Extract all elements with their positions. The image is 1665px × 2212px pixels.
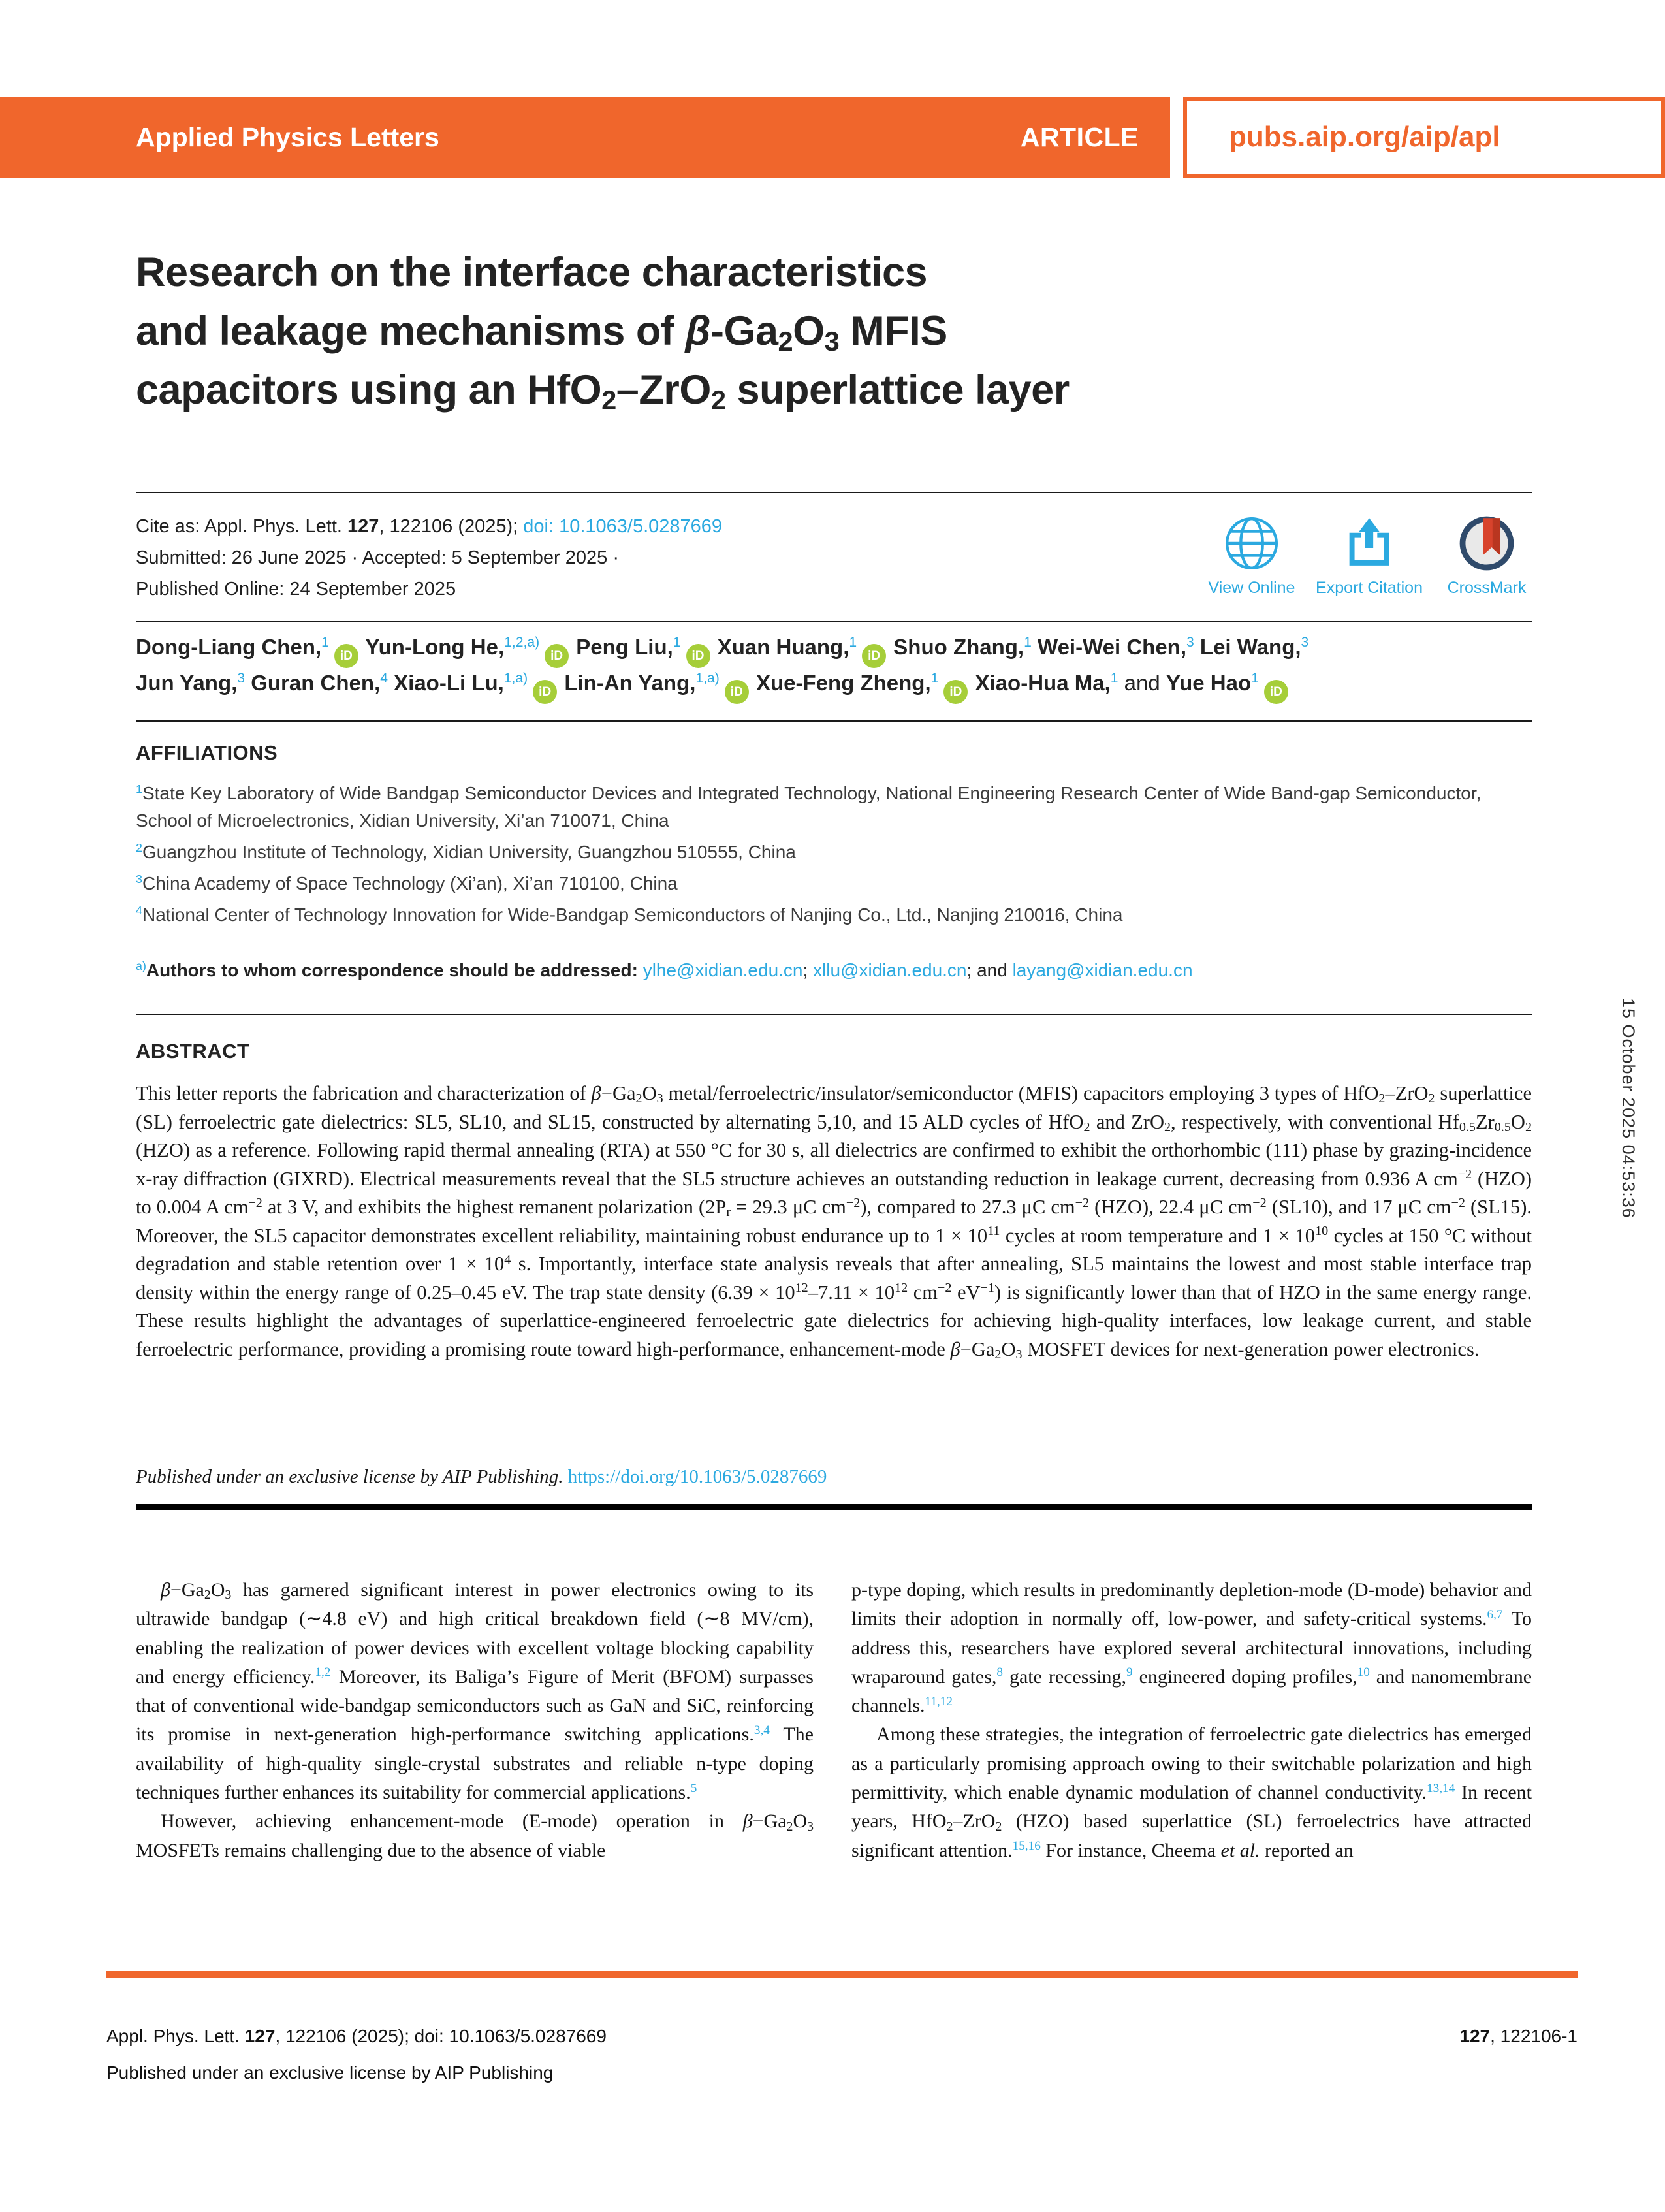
text-segment: Peng Liu, [570,635,673,659]
paragraph: However, achieving enhancement-mode (E-mode) operation in β−Ga2O3 MOSFETs remains challenging due to the absence of viable [136,1810,814,1861]
footer-license: Published under an exclusive license by AIP Publishing [106,2062,554,2083]
inline-link[interactable]: https://doi.org/10.1063/5.0287669 [567,1466,827,1487]
reference-superscript[interactable]: 4 [136,904,142,918]
text-segment: β [950,1338,960,1360]
reference-superscript[interactable]: 1 [673,635,681,650]
license-line [136,1466,827,1488]
reference-superscript[interactable]: 1,a) [695,671,720,686]
reference-superscript[interactable]: 1 [1251,671,1259,686]
header-bar [0,97,1170,178]
text-segment: β [742,1810,753,1833]
title-line: Research on the interface characteristics [136,249,928,295]
orcid-icon: iD [334,644,358,668]
download-timestamp: 15 October 2025 04:53:36 [1619,998,1638,1219]
text-segment: 10 [1315,1224,1329,1239]
title-line: and leakage mechanisms of β-Ga2O3 MFIS [136,308,947,357]
reference-superscript[interactable]: 3 [1301,635,1309,650]
text-segment: −1 [980,1281,994,1296]
divider [136,720,1532,722]
text-segment: 2 [994,1347,1002,1362]
orcid-icon: iD [862,644,886,668]
text-segment: 3 [1015,1347,1023,1362]
reference-superscript[interactable]: 1,2,a) [504,635,540,650]
text-segment: 2 [710,385,726,416]
text-segment: Guran Chen, [245,671,381,695]
text-segment: 2 [1164,1119,1171,1134]
site-link-box [1183,97,1665,178]
reference-superscript[interactable]: 3,4 [753,1723,770,1737]
text-segment: 127 [244,2026,276,2046]
text-segment: r [726,1205,731,1220]
orcid-icon: iD [533,680,557,704]
text-segment: 0.5 [1494,1119,1511,1134]
text-segment: Lin-An Yang, [558,671,696,695]
reference-superscript[interactable]: 11,12 [925,1694,953,1708]
text-segment: Lei Wang, [1194,635,1301,659]
text-segment: Authors to whom correspondence should be addressed: [146,960,643,980]
text-segment: 2 [204,1588,211,1603]
cite-as-line: Cite as: Appl. Phys. Lett. 127, 122106 (2025); doi: 10.1063/5.0287669 [136,516,723,537]
inline-link[interactable]: xllu@xidian.edu.cn [813,960,967,980]
title-line: capacitors using an HfO2–ZrO2 superlattice layer [136,367,1070,416]
text-segment: −2 [248,1195,262,1210]
text-segment: 2 [635,1091,642,1106]
text-segment: Xue-Feng Zheng, [750,671,931,695]
reference-superscript[interactable]: 10 [1357,1665,1370,1680]
text-segment: Wei-Wei Chen, [1031,635,1186,659]
submitted-line: Submitted: 26 June 2025 · Accepted: 5 September 2025 · [136,547,619,568]
affiliation-item: $^1$State Key Laboratory of Wide Bandgap Semiconductor Devices and Integrated Technology, National Engineering Research Center of Wide Band-gap Semiconductor, School of Microelectronics, Xidian University, Xi’an 710071, China [136,782,1482,831]
text-segment: 4 [504,1252,511,1267]
text-segment: 2 [601,385,616,416]
text-segment: −2 [1451,1195,1465,1210]
reference-superscript[interactable]: 9 [1126,1665,1133,1680]
reference-superscript[interactable]: 3 [136,873,142,886]
view-online-label[interactable]: View Online [1208,579,1295,597]
author-list [136,632,1546,704]
inline-link[interactable]: layang@xidian.edu.cn [1012,960,1193,980]
text-segment: Jun Yang, [136,671,238,695]
orcid-icon: iD [545,644,569,668]
abstract-text: This letter reports the fabrication and characterization of β−Ga2O3 metal/ferroelectric/insulator/semiconductor (MFIS) capacitors employing 3 types of HfO2–ZrO2 superlattice (SL) ferroelectric gate dielectrics: SL5, SL10, and SL15, constructed by alternating 5,10, and 15 ALD cycles of HfO2 and ZrO2, respectively, with conventional Hf0.5Zr0.5O2 (HZO) as a reference. Following rapid thermal annealing (RTA) at 550 °C for 30 s, all dielectrics are confirmed to exhibit the orthorhombic (111) phase by grazing-incidence x-ray diffraction (GIXRD). Electrical measurements reveal that the SL5 structure achieves an outstanding reduction in leakage current, decreasing from 0.936 A $cm^{-2}$ (HZO) to 0.004 A $cm^{-2}$ at 3 V, and exhibits the highest remanent polarization (2Pr = 29.3 μC $cm^{-2}$), compared to 27.3 μC $cm^{-2}$ (HZO), 22.4 μC $cm^{-2}$ (SL10), and 17 μC $cm^{-2}$ (SL15). Moreover, the SL5 capacitor demonstrates excellent reliability, maintaining robust endurance up to $1 \times 10^{11}$ cycles at room temperature and $1 \times 10^{10}$ cycles at 150 °C without degradation and stable retention over $1 \times 10^4$ s. Importantly, interface state analysis reveals that after annealing, SL5 maintains the lowest and most stable interface trap density within the energy range of 0.25–0.45 eV. The trap state density ($6.39 \times 10^{12}-7.11 \times 10^{12}$ $cm^{-2}$ $eV^{-1}$) is significantly lower than that of HZO in the same energy range. These results highlight the advantages of superlattice-engineered ferroelectric gate dielectrics for achieving high-quality interfaces, low leakage current, and stable ferroelectric performance, providing a promising route toward high-performance, enhancement-mode β−Ga2O3 MOSFET devices for next-generation power electronics. [136,1082,1532,1362]
text-segment: −2 [938,1281,952,1296]
text-segment: 2 [786,1819,793,1834]
reference-superscript[interactable]: 1,a) [503,671,528,686]
journal-title: Applied Physics Letters [136,121,439,152]
author-line [136,632,1546,668]
reference-superscript[interactable]: 3 [1186,635,1194,650]
affiliation-item: $^3$China Academy of Space Technology (Xi’an), Xi’an 710100, China [136,873,678,893]
reference-superscript[interactable]: 13,14 [1427,1781,1455,1795]
section-divider-thick [136,1504,1532,1510]
reference-superscript[interactable]: 15,16 [1012,1839,1041,1853]
inline-link[interactable]: ylhe@xidian.edu.cn [642,960,803,980]
text-segment: 2 [946,1819,953,1834]
reference-superscript[interactable]: 1,2 [315,1665,331,1680]
text-segment: Dong-Liang Chen, [136,635,322,659]
divider [136,1014,1532,1015]
text-segment: −2 [1252,1195,1267,1210]
text-segment: 2 [1378,1091,1386,1106]
text-segment: 11 [987,1224,1000,1239]
reference-superscript[interactable]: 8 [996,1665,1003,1680]
text-segment: et al. [1220,1839,1260,1861]
text-segment: 2 [1083,1119,1090,1134]
affiliation-item: $^2$Guangzhou Institute of Technology, Xidian University, Guangzhou 510555, China [136,841,796,862]
text-segment: Shuo Zhang, [887,635,1024,659]
action-buttons [1196,515,1542,598]
text-segment: Xiao-Li Lu, [387,671,504,695]
text-segment: 3 [824,326,840,357]
text-segment: Published under an exclusive license by AIP Publishing. [136,1466,563,1487]
text-segment: 127 [1459,2026,1491,2046]
text-segment: 0.5 [1459,1119,1476,1134]
body-column-left [136,1576,814,1865]
text-segment: 2 [778,326,793,357]
cite-info [136,511,722,605]
reference-superscript[interactable]: 3 [237,671,246,686]
orcid-icon: iD [944,680,968,704]
body-column-right [851,1576,1532,1865]
text-segment: 2 [1525,1119,1532,1134]
published-online-line: Published Online: 24 September 2025 [136,579,456,600]
reference-superscript[interactable]: 1 [321,635,329,650]
orcid-icon: iD [686,644,710,668]
globe-icon [1223,515,1280,572]
paragraph: β−Ga2O3 has garnered significant interest in power electronics owing to its ultrawide bandgap (∼4.8 eV) and high critical breakdown field (∼8 MV/cm), enabling the realization of power devices with excellent voltage blocking capability and energy efficiency.$^{1,2}$ Moreover, its Baliga’s Figure of Merit (BFOM) surpasses that of conventional wide-bandgap semiconductors such as GaN and SiC, reinforcing its promise in next-generation high-performance switching applications.$^{3,4}$ The availability of high-quality single-crystal substrates and reliable n-type doping techniques further enhances its suitability for commercial applications.$^5$ [136,1579,814,1804]
text-segment: Xiao-Hua Ma, [969,671,1111,695]
reference-superscript[interactable]: 1 [849,635,857,650]
crossmark-icon [1458,515,1515,572]
divider [136,621,1532,622]
export-icon [1340,515,1398,572]
article-title [136,243,1546,419]
footer-citation: Appl. Phys. Lett. 127, 122106 (2025); doi: 10.1063/5.0287669 [106,2026,607,2046]
orcid-icon: iD [725,680,749,704]
footer-page-number: 127, 122106-1 [1459,2026,1578,2046]
footer-rule [106,1971,1578,1978]
reference-superscript[interactable]: 1 [136,782,142,796]
text-segment: 12 [895,1281,908,1296]
divider [136,492,1532,493]
reference-superscript[interactable]: 1 [1024,635,1032,650]
view-online-button[interactable] [1196,515,1307,598]
paragraph: Among these strategies, the integration of ferroelectric gate dielectrics has emerged as a particularly promising approach owing to their switchable polarization and high permittivity, which enable dynamic modulation of channel conductivity.$^{13,14}$ In recent years, HfO2–ZrO2 (HZO) based superlattice (SL) ferroelectrics have attracted significant attention.$^{15,16}$ For instance, Cheema et al. reported an [851,1723,1532,1861]
text-segment: 2 [995,1819,1002,1834]
site-link[interactable]: pubs.aip.org/aip/apl [1229,121,1500,153]
inline-link[interactable]: doi: 10.1063/5.0287669 [523,516,723,537]
export-citation-button[interactable] [1314,515,1425,598]
affiliation-item: $^4$National Center of Technology Innovation for Wide-Bandgap Semiconductors of Nanjing Co., Ltd., Nanjing 210016, China [136,904,1123,925]
export-citation-label[interactable]: Export Citation [1316,579,1423,597]
reference-superscript[interactable]: a) [136,959,146,973]
text-segment: Xuan Huang, [711,635,849,659]
orcid-icon: iD [1264,680,1288,704]
article-label: ARTICLE [1020,121,1139,152]
text-segment: 3 [807,1819,814,1834]
text-segment: β [685,308,710,354]
text-segment: 127 [347,516,379,537]
text-segment: −2 [846,1195,861,1210]
reference-superscript[interactable]: 1 [1110,671,1118,686]
text-segment: 3 [656,1091,663,1106]
abstract-heading: ABSTRACT [136,1040,250,1063]
text-segment: Yun-Long He, [359,635,505,659]
correspondence-note: $^{a)}$Authors to whom correspondence should be addressed: ylhe@xidian.edu.cn; xllu@xidian.edu.cn; and layang@xidian.edu.cn [136,959,1193,980]
author-line: Jun Yang,$^3$ Guran Chen,$^4$ Xiao-Li Lu,$^{1,a)}$iD Lin-An Yang,$^{1,a)}$iD Xue-Feng Zheng,$^1$iD Xiao-Hua Ma,$^1$ and Yue Hao$^1$iD [136,668,1546,704]
text-segment: −2 [1457,1167,1472,1182]
reference-superscript[interactable]: 6,7 [1487,1607,1503,1622]
affiliations-heading: AFFILIATIONS [136,741,278,764]
text-segment: −2 [1075,1195,1090,1210]
reference-superscript[interactable]: 1 [930,671,939,686]
text-segment: β [591,1082,601,1104]
crossmark-button[interactable] [1431,515,1542,598]
text-segment: 2 [1428,1091,1435,1106]
text-segment: Yue Hao [1166,671,1252,695]
text-segment: 12 [795,1281,808,1296]
text-segment: 3 [225,1588,232,1603]
crossmark-label[interactable]: CrossMark [1447,579,1527,597]
paragraph: p-type doping, which results in predominantly depletion-mode (D-mode) behavior and limits their adoption in normally off, low-power, and safety-critical systems.$^{6,7}$ To address this, researchers have explored several architectural innovations, including wraparound gates,$^8$ gate recessing,$^9$ engineered doping profiles,$^{10}$ and nanomembrane channels.$^{11,12}$ [851,1579,1532,1717]
reference-superscript[interactable]: 4 [380,671,388,686]
reference-superscript[interactable]: 5 [690,1781,697,1795]
text-segment: β [161,1579,170,1601]
affiliations-list [136,780,1540,933]
reference-superscript[interactable]: 2 [136,841,142,855]
